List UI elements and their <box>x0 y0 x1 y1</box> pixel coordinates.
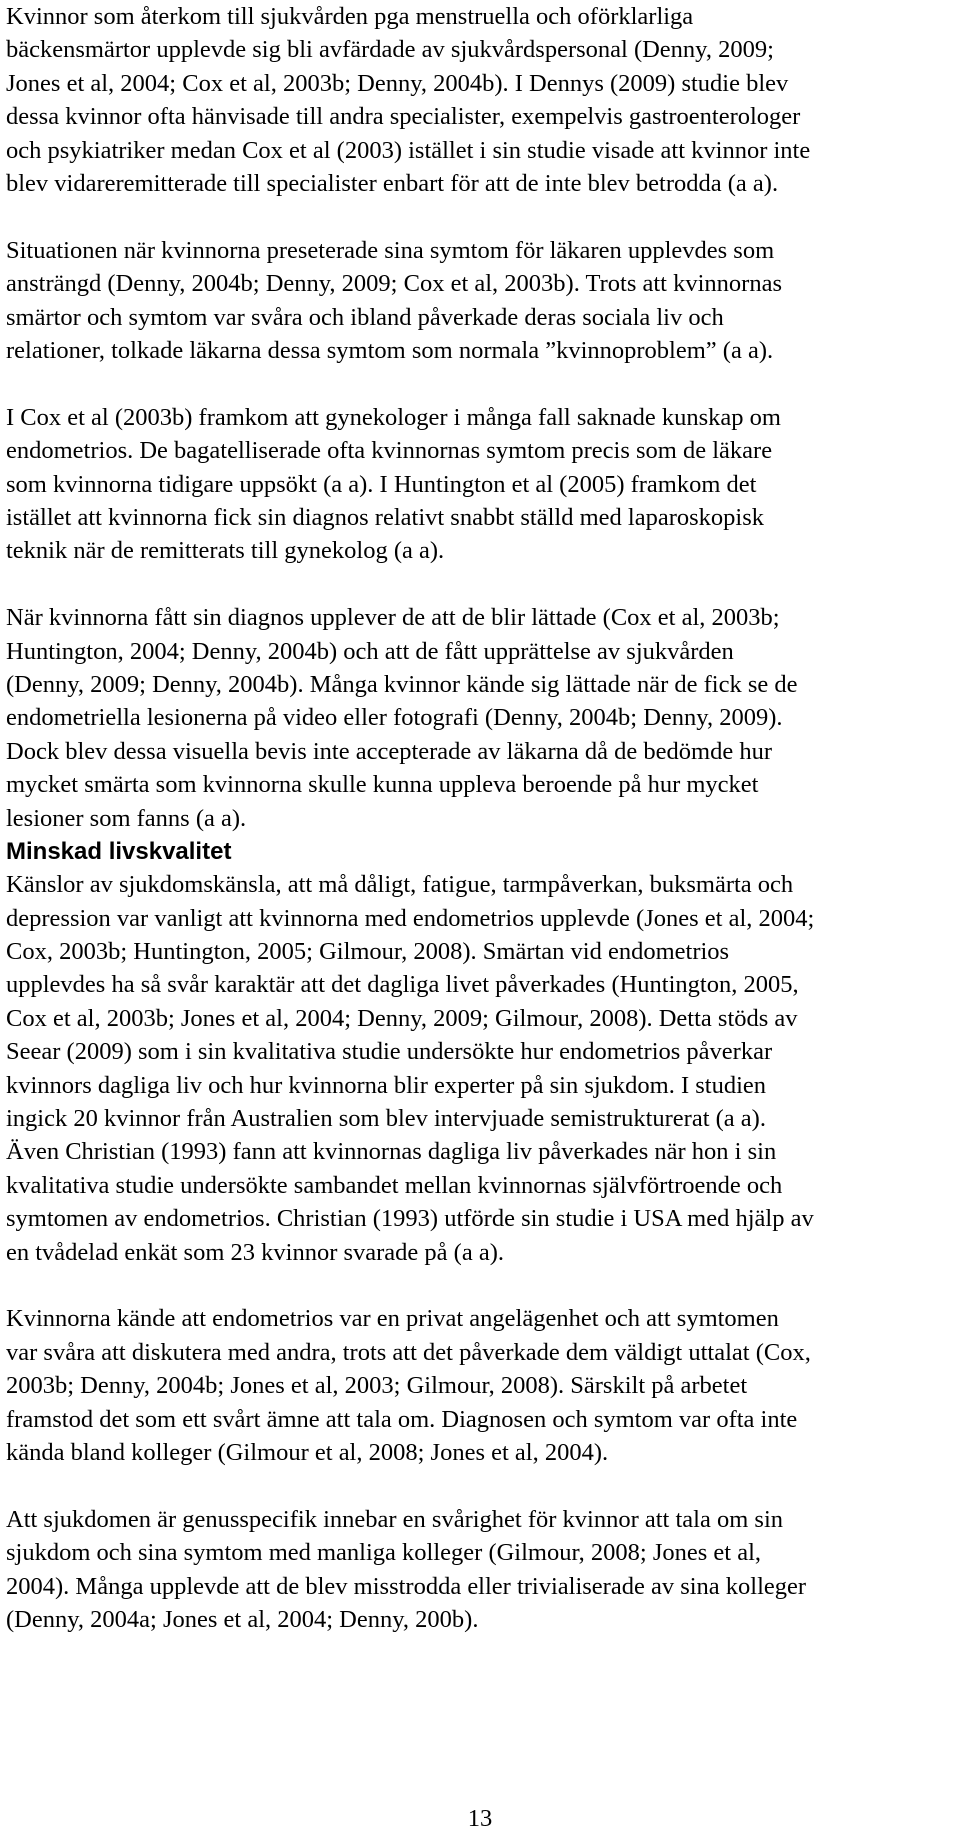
text-line: endometrios. De bagatelliserade ofta kvinnornas symtom precis som de läkare <box>6 437 773 465</box>
text-line: teknik när de remitterats till gynekolog (a a). <box>6 537 445 565</box>
text-line: istället att kvinnorna fick sin diagnos relativt snabbt ställd med laparoskopisk <box>6 504 764 532</box>
text-line: 2004). Många upplevde att de blev misstrodda eller trivialiserade av sina kolleger <box>6 1572 807 1600</box>
text-line: När kvinnorna fått sin diagnos upplever de att de blir lättade (Cox et al, 2003b; <box>6 604 780 632</box>
paragraph-gynecologists <box>6 401 936 568</box>
text-line: Dock blev dessa visuella bevis inte accepterade av läkarna då de bedömde hur <box>6 737 772 765</box>
text-line: kvinnors dagliga liv och hur kvinnorna blir experter på sin sjukdom. I studien <box>6 1071 767 1099</box>
text-line: Situationen när kvinnorna preseterade sina symtom för läkaren upplevdes som <box>6 236 775 264</box>
paragraph-quality-of-life <box>6 868 936 1269</box>
text-line: Seear (2009) som i sin kvalitativa studie undersökte hur endometrios påverkar <box>6 1038 773 1066</box>
text-line: Cox et al, 2003b; Jones et al, 2004; Denny, 2009; Gilmour, 2008). Detta stöds av <box>6 1004 798 1032</box>
text-line: symtomen av endometrios. Christian (1993) utförde sin studie i USA med hjälp av <box>6 1205 814 1233</box>
text-line: (Denny, 2004a; Jones et al, 2004; Denny, 200b). <box>6 1606 479 1634</box>
text-line: var svåra att diskutera med andra, trots att det påverkade dem väldigt uttalat (Cox, <box>6 1338 811 1366</box>
text-line: Känslor av sjukdomskänsla, att må dåligt, fatigue, tarmpåverkan, buksmärta och <box>6 871 794 899</box>
text-line: sjukdom och sina symtom med manliga kolleger (Gilmour, 2008; Jones et al, <box>6 1539 762 1567</box>
text-line: blev vidareremitterade till specialister enbart för att de inte blev betrodda (a a). <box>6 170 779 198</box>
text-line: Kvinnor som återkom till sjukvården pga menstruella och oförklarliga <box>6 3 694 30</box>
text-line: Jones et al, 2004; Cox et al, 2003b; Denny, 2004b). I Dennys (2009) studie blev <box>6 69 789 97</box>
text-line: depression var vanligt att kvinnorna med endometrios upplevde (Jones et al, 2004; <box>6 904 815 932</box>
text-line: framstod det som ett svårt ämne att tala om. Diagnosen och symtom var ofta inte <box>6 1405 798 1433</box>
section-heading: Minskad livskvalitet <box>6 838 232 866</box>
text-line: dessa kvinnor ofta hänvisade till andra specialister, exempelvis gastroenterologer <box>6 103 801 131</box>
paragraph-gender-specific <box>6 1503 936 1637</box>
text-line: (Denny, 2009; Denny, 2004b). Många kvinnor kände sig lättade när de fick se de <box>6 671 798 699</box>
text-line: relationer, tolkade läkarna dessa symtom som normala ”kvinnoproblem” (a a). <box>6 337 774 365</box>
text-line: 2003b; Denny, 2004b; Jones et al, 2003; Gilmour, 2008). Särskilt på arbetet <box>6 1372 748 1400</box>
document-page <box>6 0 936 1636</box>
text-line: smärtor och symtom var svåra och ibland påverkade deras sociala liv och <box>6 303 724 331</box>
paragraph-situation <box>6 234 936 368</box>
text-line: lesioner som fanns (a a). <box>6 804 247 832</box>
text-line: en tvådelad enkät som 23 kvinnor svarade på (a a). <box>6 1238 504 1266</box>
text-line: som kvinnorna tidigare uppsökt (a a). I Huntington et al (2005) framkom det <box>6 470 757 498</box>
text-line: I Cox et al (2003b) framkom att gynekologer i många fall saknade kunskap om <box>6 403 781 431</box>
text-line: upplevdes ha så svår karaktär att det dagliga livet påverkades (Huntington, 2005, <box>6 971 799 999</box>
text-line: kvalitativa studie undersökte sambandet mellan kvinnornas självförtroende och <box>6 1171 783 1199</box>
text-line: ansträngd (Denny, 2004b; Denny, 2009; Cox et al, 2003b). Trots att kvinnornas <box>6 270 782 298</box>
page-number: 13 <box>467 1805 493 1832</box>
text-line: kända bland kolleger (Gilmour et al, 2008; Jones et al, 2004). <box>6 1439 609 1466</box>
text-line: endometriella lesionerna på video eller fotografi (Denny, 2004b; Denny, 2009). <box>6 704 783 732</box>
text-line: Även Christian (1993) fann att kvinnornas dagliga liv påverkades när hon i sin <box>6 1138 777 1166</box>
text-line: Cox, 2003b; Huntington, 2005; Gilmour, 2008). Smärtan vid endometrios <box>6 937 730 965</box>
text-line: Kvinnorna kände att endometrios var en privat angelägenhet och att symtomen <box>6 1305 779 1333</box>
text-line: Huntington, 2004; Denny, 2004b) och att de fått upprättelse av sjukvården <box>6 637 734 665</box>
paragraph-dismissal <box>6 0 936 200</box>
text-line: och psykiatriker medan Cox et al (2003) istället i sin studie visade att kvinnor inte <box>6 136 811 164</box>
text-line: Att sjukdomen är genusspecifik innebar en svårighet för kvinnor att tala om sin <box>6 1505 784 1533</box>
text-line: mycket smärta som kvinnorna skulle kunna uppleva beroende på hur mycket <box>6 771 759 799</box>
paragraph-private-matter <box>6 1302 936 1469</box>
paragraph-diagnosis <box>6 601 936 835</box>
text-line: bäckensmärtor upplevde sig bli avfärdade av sjukvårdspersonal (Denny, 2009; <box>6 36 774 64</box>
text-line: ingick 20 kvinnor från Australien som blev intervjuade semistrukturerat (a a). <box>6 1104 766 1132</box>
